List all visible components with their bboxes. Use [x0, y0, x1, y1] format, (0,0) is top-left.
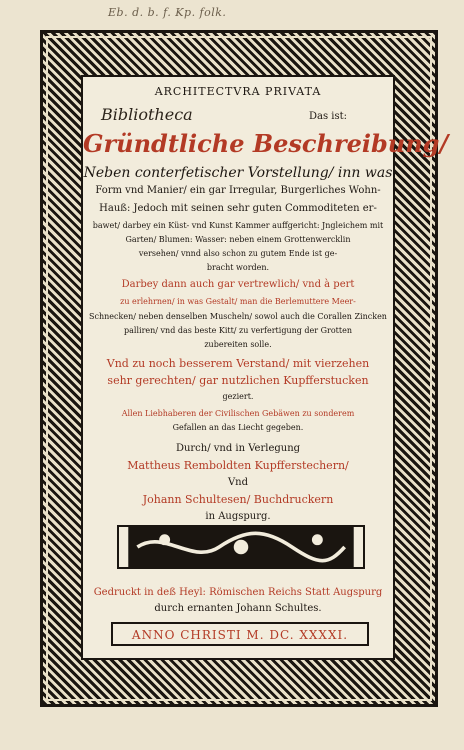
das-ist: Das ist:: [308, 111, 347, 122]
subtitle-line-1: Neben conterfetischer Vorstellung/ inn was: [83, 165, 393, 181]
subtitle-line-3: Hauß: Jedoch mit seinen sehr guten Commoditeten er-: [99, 203, 377, 214]
red-line-5: zubereiten solle.: [204, 340, 272, 349]
dedication-line-1: Allen Liebhaberen der Civilischen Gebäwen zu sonderem: [121, 409, 355, 418]
handwritten-note: Eb. d. b. f. Kp. folk.: [108, 6, 227, 19]
main-title: Gründtliche Beschreibung/: [83, 129, 449, 158]
imprint-line-2: durch ernanten Johann Schultes.: [154, 603, 322, 614]
red-line-4: palliren/ vnd das beste Kitt/ zu verfertigung der Grotten: [124, 326, 352, 335]
red-line-1: Darbey dann auch gar vertrewlich/ vnd à pert: [121, 279, 355, 290]
imprint-line-1: Gedruckt in deß Heyl: Römischen Reichs Statt Augspurg: [93, 587, 383, 598]
subtitle-line-5: Garten/ Blumen: Wasser: neben einem Grottenwercklin: [125, 235, 351, 244]
publisher-line-2: Mattheus Remboldten Kupfferstechern/: [127, 459, 349, 472]
red-line-2: zu erlehrnen/ in was Gestalt/ man die Berlemuttere Meer-: [120, 297, 356, 306]
publisher-line-5: in Augspurg.: [205, 511, 271, 522]
publisher-line-3: Vnd: [227, 477, 249, 488]
verstand-line-2: sehr gerechten/ gar nutzlichen Kupfferstucken: [107, 374, 369, 387]
subtitle-line-2: Form vnd Manier/ ein gar Irregular, Burgerliches Wohn-: [95, 185, 381, 196]
subtitle-line-6: versehen/ vnnd also schon zu gutem Ende ist ge-: [138, 249, 338, 258]
subtitle-line-7: bracht worden.: [206, 263, 270, 272]
publisher-line-4: Johann Schultesen/ Buchdruckern: [142, 493, 334, 506]
verstand-line-1: Vnd zu noch besserem Verstand/ mit vierzehen: [106, 357, 370, 370]
year-box: [111, 622, 369, 646]
dedication-line-2: Gefallen an das Liecht gegeben.: [172, 423, 304, 432]
handwritten-annotation: Bibliotheca: [101, 105, 193, 124]
year: ANNO CHRISTI M. DC. XXXXI.: [131, 628, 349, 642]
printer-ornament: [117, 525, 365, 569]
publisher-line-1: Durch/ vnd in Verlegung: [175, 443, 301, 454]
verstand-line-3: geziert.: [222, 392, 254, 401]
title-panel: [81, 75, 449, 660]
subtitle-line-4: bawet/ darbey ein Küst- vnd Kunst Kammer auffgericht: Jngleichem mit: [92, 221, 384, 230]
series-title: ARCHITECTVRA PRIVATA: [154, 85, 322, 98]
red-line-3: Schnecken/ neben denselben Muscheln/ sowol auch die Corallen Zincken: [89, 312, 387, 321]
